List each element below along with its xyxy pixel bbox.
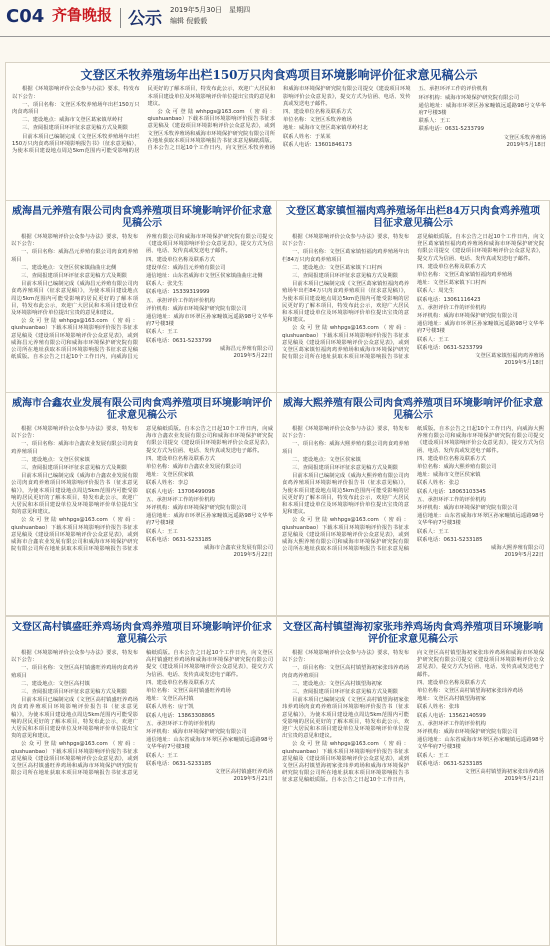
page-number: C04 (6, 6, 45, 27)
notice-paragraph: 公众可登陆whhpgs@163.com（密码：qiushuanbao）下载本项目环境影响评价报告书征求意见稿及《建设项目环境影响评价公众意见表》，或到文登区高村镇望海初家张玮养鸡场和威海市环境保护研究院有限公司所在地址获取本项目环境影响报告书征求意见稿纸质版。自本公告之日起10个工作日内，向文登区高村镇望海初家张玮养鸡场和威海市环境保护研究院有限公司提交《建设项目环境影响评价公众意见表》，提交方式为信函、电话、发传真或发送电子邮件。 (282, 650, 544, 784)
notice-signature (146, 346, 273, 360)
notice-body (11, 426, 273, 559)
notice-body (282, 650, 544, 785)
signature-org: 文登区禾牧养殖场 (503, 134, 546, 141)
notice-paragraph: 目前本项目已编制完成《文登区高村镇盛旺养鸡场肉食鸡养殖项目环境影响评价报告书（征求意见稿）》，为使本项目建设地点周边5km范围内可能受影响的居民更好的了解本项目，特发布此公示，欢迎广大居民和本项目建设单位及环境影响评价单位提出宝贵的意见和建议。 (11, 697, 138, 740)
notice-paragraph: 一、项目名称：文登区禾牧养殖场年出栏150万只肉食鸡项目 (12, 101, 140, 115)
signature-date: 2019年5月22日 (504, 552, 544, 559)
notice-paragraph: 通信地址：山东省威海市环翠区孙家疃镇远遥路98号文华华府7号楼3楼 (417, 737, 544, 751)
notice-paragraph: 四、建设单位名称及联系方式 (417, 679, 486, 686)
notice-2 (5, 200, 279, 394)
notice-paragraph: 环评机构：威海市环境保护研究院有限公司 (417, 313, 518, 320)
notice-paragraph: 单位名称：文登区高村镇盛旺养鸡场 (146, 688, 231, 695)
notice-paragraph: 通信地址：山东省威海市文登区侯家镇曲曲庄北侧 (146, 273, 263, 280)
notice-paragraph: 联系人：张先生 (146, 281, 184, 288)
notice-paragraph: 单位名称：威海市合鑫农业发展有限公司 (146, 464, 242, 471)
notice-paragraph: 联系人电话：13706499098 (146, 488, 215, 495)
notice-paragraph: 根据《环境影响评价公众参与办法》要求，特发布以下公告： (282, 650, 409, 664)
notice-paragraph: 一、项目名称：威海大熙养殖有限公司肉食鸡养殖项目 (282, 441, 409, 455)
notice-paragraph: 联系人：周先生 (417, 288, 455, 295)
signature-date: 2019年5月18日 (506, 141, 546, 148)
notice-paragraph: 一、项目名称：威海昌元养殖有限公司肉食鸡养殖项目 (11, 249, 138, 263)
notice-paragraph: 二、建设地点：文登区侯家镇 (21, 456, 90, 463)
signature-date: 2019年5月18日 (504, 360, 544, 367)
notice-paragraph: 通信地址：威海市环翠区孙家疃镇远遥路98号文华华府7号楼3楼 (418, 102, 546, 116)
notice-paragraph: 地址：威海市文登区葛家镇草岭村北 (283, 125, 368, 132)
masthead-divider (120, 8, 121, 28)
signature-org: 文登区高村镇望海初家张玮养鸡场 (464, 769, 544, 776)
notice-paragraph: 五、承担评价工作的评价机构 (146, 297, 215, 304)
notice-paragraph: 地址：文登区侯家镇 (146, 472, 194, 479)
notice-paragraph: 联系人：王工 (417, 528, 449, 535)
signature-org: 文登区葛家镇恒福肉鸡养殖场 (475, 353, 544, 360)
notice-paragraph: 五、承担环评工作的评价机构 (146, 720, 215, 727)
notice-paragraph: 联系电话：0631-5233185 (417, 536, 483, 543)
notice-1 (5, 62, 550, 202)
notice-paragraph: 单位名称：文登区高村镇望海初家张玮养鸡场 (417, 688, 523, 695)
notice-paragraph: 联系人：王工 (417, 752, 449, 759)
notice-title: 文登区禾牧养殖场年出栏150万只肉食鸡项目环境影响评价征求意见稿公示 (80, 68, 478, 82)
notice-signature (146, 545, 273, 559)
notice-paragraph: 四、建设单位名称及联系方式 (146, 455, 215, 462)
notice-paragraph: 联系人：王工 (146, 752, 178, 759)
notice-paragraph: 通信地址：山东省威海市环翠区孙家疃镇远遥路98号文华华府7号楼3楼 (146, 737, 273, 751)
notice-paragraph: 三、查阅报建项目环评征求意见稿方式及期限 (22, 125, 128, 132)
notice-paragraph: 三、查阅报建项目环评征求意见稿方式及期限 (21, 273, 127, 280)
signature-org: 威海昌元养殖有限公司 (220, 345, 273, 352)
notice-paragraph: 单位名称：文登区禾牧养殖场 (283, 117, 352, 124)
notice-paragraph: 四、建设单位名称及联系方式 (146, 256, 215, 263)
signature-date: 2019年5月22日 (233, 353, 273, 360)
notice-paragraph: 根据《环境影响评价公众参与办法》要求，特发布以下公告： (282, 426, 409, 440)
notice-paragraph: 三、查阅报建项目环评征求意见稿方式及期限 (292, 273, 398, 280)
notice-paragraph: 一、项目名称：威海市合鑫农业发展有限公司肉食鸡养殖项目 (11, 441, 138, 455)
notice-paragraph: 公众可登陆whhpgs@163.com（密码：qiushuanbao）下载本项目环境影响评价报告书征求意见稿及《建设项目环境影响评价公众意见表》，或到威海昌元养殖有限公司和威海市环境保护研究院有限公司所在地址获取本项目环境影响报告书征求意见稿纸质版。自本公告之日起10个工作日内，向威海昌元养殖有限公司和威海市环境保护研究院有限公司提交《建设项目环境影响评价公众意见表》，提交方式为信函、电话、发传真或发送电子邮件。 (11, 234, 273, 361)
notice-paragraph: 环评机构：威海市环境保护研究院有限公司 (418, 94, 520, 101)
notice-paragraph: 联系电话：0631-5233799 (418, 126, 484, 133)
notice-paragraph: 目前本项目已编制完成《威海大熙养殖有限公司肉食鸡养殖项目环境影响评价报告书（征求意见稿）》，为使本项目建设地点周边5km范围内可能受影响的居民更好的了解本项目，特发布此公示，欢迎广大居民和本项目建设单位及环境影响评价单位提出宝贵的意见和建议。 (282, 473, 409, 516)
notice-paragraph: 联系人姓名：李总 (146, 480, 189, 487)
notice-paragraph: 单位名称：威海大熙养殖有限公司 (417, 464, 497, 471)
notice-paragraph: 四、建设单位名称及联系方式 (417, 455, 486, 462)
notice-title: 威海市合鑫农业发展有限公司肉食鸡养殖项目环境影响评价征求意见稿公示 (12, 398, 272, 421)
signature-date: 2019年5月21日 (233, 776, 273, 783)
notice-title: 文登区高村镇盛旺养鸡场肉食鸡养殖项目环境影响评价征求意见稿公示 (12, 622, 272, 645)
notice-paragraph: 二、建设地点：威海市文登区葛家镇草岭村 (22, 117, 123, 124)
notice-paragraph: 根据《环境影响评价公众参与办法》要求，特发布以下公告： (11, 234, 138, 248)
notice-7 (276, 616, 550, 946)
notice-paragraph: 四、建设单位名称及联系方式 (283, 109, 352, 115)
notice-paragraph: 联系电话：0631-5233799 (417, 344, 483, 351)
notice-paragraph: 地址：文登区高村镇望海初家 (417, 696, 486, 703)
notice-body (282, 426, 544, 559)
notice-paragraph: 评价机构：威海市环境保护研究院有限公司 (146, 305, 247, 312)
notice-paragraph: 一、项目名称：文登区高村镇盛旺养鸡场肉食鸡养殖项目 (11, 665, 138, 679)
notice-paragraph: 地址：文登区高村镇 (146, 696, 194, 703)
notice-paragraph: 二、建设地点：文登区高村镇 (21, 680, 90, 687)
notice-title: 威海昌元养殖有限公司肉食鸡养殖项目环境影响评价征求意见稿公示 (12, 206, 272, 229)
notice-paragraph: 根据《环境影响评价公众参与办法》要求，特发布以下公告： (282, 234, 409, 248)
notice-paragraph: 联系人：王工 (418, 118, 451, 125)
notice-paragraph: 联系电话：0631-5233185 (417, 760, 483, 767)
notice-paragraph: 联系人：王工 (146, 528, 178, 535)
notice-paragraph: 目前本项目已编制完成《威海市合鑫农业发展有限公司肉食鸡养殖项目环境影响评价报告书（征求意见稿）》，为使本项目建设地点周边5km范围内可能受影响的居民更好的了解本项目，特发布此公示，欢迎广大居民和本项目建设单位及环境影响评价单位提出宝贵的意见和建议。 (11, 473, 138, 516)
notice-paragraph: 二、建设地点：文登区侯家镇曲曲庄北侧 (21, 264, 117, 271)
notice-paragraph: 公众可登陆whhpgs@163.com（密码：qiushuanbao）下载本项目环境影响评价报告书征求意见稿及《建设项目环境影响评价公众意见表》，或到文登区葛家镇恒福肉鸡养殖场和威海市环境保护研究院有限公司所在地址获取本项目环境影响报告书征求意见稿纸质版。自本公告之日起10个工作日内，向文登区葛家镇恒福肉鸡养殖场和威海市环境保护研究院有限公司提交《建设项目环境影响评价公众意见表》，提交方式为信函、电话、发传真或发送电子邮件。 (282, 234, 544, 361)
notice-paragraph: 通信地址：威海市环翠区孙家疃镇远遥路98号文华华府7号楼3楼 (146, 513, 273, 527)
notice-paragraph: 五、承担评价工作的评价机构 (417, 304, 486, 311)
signature-date: 2019年5月21日 (504, 776, 544, 783)
notice-paragraph: 二、建设地点：文登区葛家镇下口村西 (292, 264, 383, 271)
notice-body (11, 650, 273, 783)
notice-paragraph: 联系人电话：13863308865 (146, 712, 215, 719)
notice-paragraph: 环评机构：威海市环境保护研究院有限公司 (146, 729, 247, 736)
notice-paragraph: 通信地址：威海市环翠区孙家疃镇远遥路98号文华华府7号楼3楼 (417, 321, 544, 335)
notice-paragraph: 四、建设单位名称及联系方式 (146, 679, 215, 686)
notice-paragraph: 联系电话：0631-5233185 (146, 536, 212, 543)
notice-3 (276, 200, 550, 394)
notice-signature (417, 769, 544, 783)
notice-paragraph: 根据《环境影响评价公众参与办法》要求，特发布以下公告： (11, 650, 138, 664)
notice-paragraph: 五、承担环评工作的评价机构 (417, 720, 486, 727)
notice-title: 文登区高村镇望海初家张玮养鸡场肉食鸡养殖项目环境影响评价征求意见稿公示 (283, 622, 543, 645)
notice-paragraph: 目前本项目已编制完成《威海昌元养殖有限公司肉食鸡养殖项目（征求意见稿）》，为使本项目建设地点周边5km范围内可能受影响的居民更好的了解本项目，特发布此公示，欢迎广大居民和本项目建设单位及环境影响评价单位提出宝贵的意见和建议。 (11, 281, 138, 317)
notice-title: 威海大熙养殖有限公司肉食鸡养殖项目环境影响评价征求意见稿公示 (283, 398, 543, 421)
notice-body (11, 234, 273, 361)
masthead (0, 0, 550, 37)
editor-credit: 编辑 倪毅毅 (170, 17, 208, 25)
notice-paragraph: 五、承担环评工作的评价机构 (146, 496, 215, 503)
notice-paragraph: 三、查阅报建项目环评征求意见稿方式及期限 (21, 689, 127, 696)
notice-6 (5, 616, 279, 946)
notice-paragraph: 公众可登陆whhpgs@163.com（密码：qiushuanbao）下载本项目环境影响评价报告书征求意见稿及《建设项目环境影响评价公众意见表》，或到文登区禾牧养殖场和威海市环境保护研究院有限公司所在地址获取本项目环境影响报告书征求意见稿纸质版。自本公告之日起10个工作日内，向文登区禾牧养殖场和威海市环境保护研究院有限公司提交《建设项目环境影响评价公众意见表》，提交方式为信函、电话、发传真或发送电子邮件。 (147, 86, 411, 152)
notice-paragraph: 联系人：王工 (146, 329, 178, 336)
signature-org: 威海大熙养殖有限公司 (491, 545, 544, 552)
notice-paragraph: 联系人姓名：房于凯 (146, 704, 194, 711)
notice-paragraph: 通信地址：威海市环翠区孙家疃镇远遥路98号文华华府7号楼3楼 (146, 314, 273, 328)
notice-paragraph: 通信地址：山东省威海市环翠区孙家疃镇远遥路98号文华华府7号楼3楼 (417, 513, 544, 527)
notice-paragraph: 联系电话：0631-5233185 (146, 760, 212, 767)
notice-title: 文登区葛家镇恒福肉鸡养殖场年出栏84万只肉食鸡养殖项目征求意见稿公示 (286, 206, 540, 229)
notice-paragraph: 联系人姓名：张玮 (417, 704, 460, 711)
notice-paragraph: 目前本项目已编制完成《文登区葛家镇恒福肉鸡养殖场年出栏84万只肉食鸡养殖项目（征求意见稿）》，为使本项目建设地点周边5km范围内可能受影响的居民更好的了解本项目，特发布此公示，欢迎广大居民和本项目建设单位及环境影响评价单位提出宝贵的意见和建议。 (282, 281, 409, 324)
notice-paragraph: 一、项目名称：文登区葛家镇恒福肉鸡养殖场年出栏84万只肉食鸡养殖项目 (282, 249, 409, 263)
notice-paragraph: 三、查阅报建项目环评征求意见稿方式及期限 (292, 689, 398, 696)
notice-paragraph: 目前本项目已编制完成《文登区禾牧养殖场年出栏150万只肉食鸡项目环境影响报告书》（征求意见稿），为使本项目建设地点周边5km范围内可能受影响的居民更好的了解本项目，特发布此公示，欢迎广大居民和本项目建设单位及环境影响评价单位提出宝贵的意见和建议。 (12, 86, 275, 155)
notice-paragraph: 目前本项目已编制完成《文登区高村镇望海初家张玮养鸡场肉食鸡养殖项目环境影响评价报告书（征求意见稿）》，为使本项目建设地点周边5km范围内可能受影响的居民更好的了解本项目，特发布此公示，欢迎广大居民和本项目建设单位及环境影响评价单位提出宝贵的意见和建议。 (282, 697, 409, 740)
notice-body (12, 86, 546, 155)
notice-paragraph: 根据《环境影响评价公众参与办法》要求，特发布以下公告： (11, 426, 138, 440)
signature-org: 文登区高村镇盛旺养鸡场 (214, 769, 273, 776)
notice-paragraph: 地址：威海市文登区侯家镇 (417, 472, 481, 479)
notice-paragraph: 联系人：王工 (417, 336, 449, 343)
issue-date: 2019年5月30日 星期四 (170, 6, 251, 14)
signature-org: 威海市合鑫农业发展有限公司 (204, 545, 273, 552)
notice-paragraph: 公众可登陆whhpgs@163.com（密码：qiushuanbao）下载本项目环境影响评价报告书征求意见稿及《建设项目环境影响评价公众意见表》，或到威海市合鑫农业发展有限公司和威海市环境保护研究院有限公司所在地址获取本项目环境影响报告书征求意见稿纸质版。自本公告之日起10个工作日内，向威海市合鑫农业发展有限公司和威海市环境保护研究院有限公司提交《建设项目环境影响评价公众意见表》，提交方式为信函、电话、发传真或发送电子邮件。 (11, 426, 273, 553)
notice-paragraph: 地址：文登区葛家镇下口村西 (417, 280, 486, 287)
notice-signature (146, 769, 273, 783)
notice-body (282, 234, 544, 367)
notice-signature (417, 545, 544, 559)
notice-paragraph: 联系人姓名：张总 (417, 480, 460, 487)
notice-paragraph: 联系人电话：18063103345 (417, 488, 486, 495)
notice-4 (5, 392, 279, 616)
notice-paragraph: 建设单位：威海昌元养殖有限公司 (146, 264, 226, 271)
notice-5 (276, 392, 550, 616)
notice-paragraph: 二、建设地点：文登区侯家镇 (292, 456, 361, 463)
notice-paragraph: 公众可登陆whhpgs@163.com（密码：qiushuanbao）下载本项目环境影响评价报告书征求意见稿及《建设项目环境影响评价公众意见表》，或到文登区高村镇盛旺养鸡场和威海市环境保护研究院有限公司所在地址获取本项目环境影响报告书征求意见稿纸质版。自本公告之日起10个工作日内，向文登区高村镇盛旺养鸡场和威海市环境保护研究院有限公司提交《建设项目环境影响评价公众意见表》，提交方式为信函、电话、发传真或发送电子邮件。 (11, 650, 273, 777)
notice-paragraph: 联系人电话：13601846173 (283, 141, 352, 148)
signature-date: 2019年5月22日 (233, 552, 273, 559)
notice-signature (419, 135, 547, 149)
notice-signature (417, 353, 544, 367)
notice-paragraph: 公众可登陆whhpgs@163.com（密码：qiushuanbao）下载本项目环境影响评价报告书征求意见稿及《建设项目环境影响评价公众意见表》，或到威海大熙养殖有限公司和威海市环境保护研究院有限公司所在地址获取本项目环境影响报告书征求意见稿纸质版。自本公告之日起10个工作日内，向威海大熙养殖有限公司和威海市环境保护研究院有限公司提交《建设项目环境影响评价公众意见表》，提交方式为信函、电话、发传真或发送电子邮件。 (282, 426, 544, 553)
notice-paragraph: 单位名称：文登区葛家镇恒福肉鸡养殖场 (417, 272, 513, 279)
notice-paragraph: 环评机构：威海市环境保护研究院有限公司 (417, 729, 518, 736)
notice-paragraph: 五、承担环评工作的评价机构 (418, 86, 488, 93)
notice-paragraph: 一、项目名称：文登区高村镇望海初家张玮养鸡场肉食鸡养殖项目 (282, 665, 409, 679)
notice-paragraph: 五、承担环评工作的评价机构 (417, 496, 486, 503)
newspaper-logo: 齐鲁晚报 (52, 6, 113, 24)
notice-paragraph: 环评机构：威海市环境保护研究院有限公司 (146, 505, 247, 512)
notice-paragraph: 联系人电话：13562140599 (417, 712, 486, 719)
notice-paragraph: 根据《环境影响评价公众参与办法》要求，特发布以下公告： (12, 86, 140, 100)
notice-paragraph: 环评机构：威海市环境保护研究院有限公司 (417, 505, 518, 512)
notice-paragraph: 二、建设地点：文登区高村镇望海初家 (292, 680, 383, 687)
notice-paragraph: 联系电话：0631-5233799 (146, 337, 212, 344)
notice-paragraph: 四、建设单位名称及联系方式 (417, 263, 486, 270)
notice-paragraph: 联系电话：13061116423 (417, 296, 481, 303)
notice-paragraph: 三、查阅报建项目环评征求意见稿方式及期限 (21, 465, 127, 472)
notice-paragraph: 联系人姓名：于某某 (283, 133, 331, 140)
section-name: 公示 (128, 9, 162, 29)
notice-paragraph: 联系电话：15339319999 (146, 289, 210, 296)
notice-paragraph: 三、查阅报建项目环评征求意见稿方式及期限 (292, 465, 398, 472)
